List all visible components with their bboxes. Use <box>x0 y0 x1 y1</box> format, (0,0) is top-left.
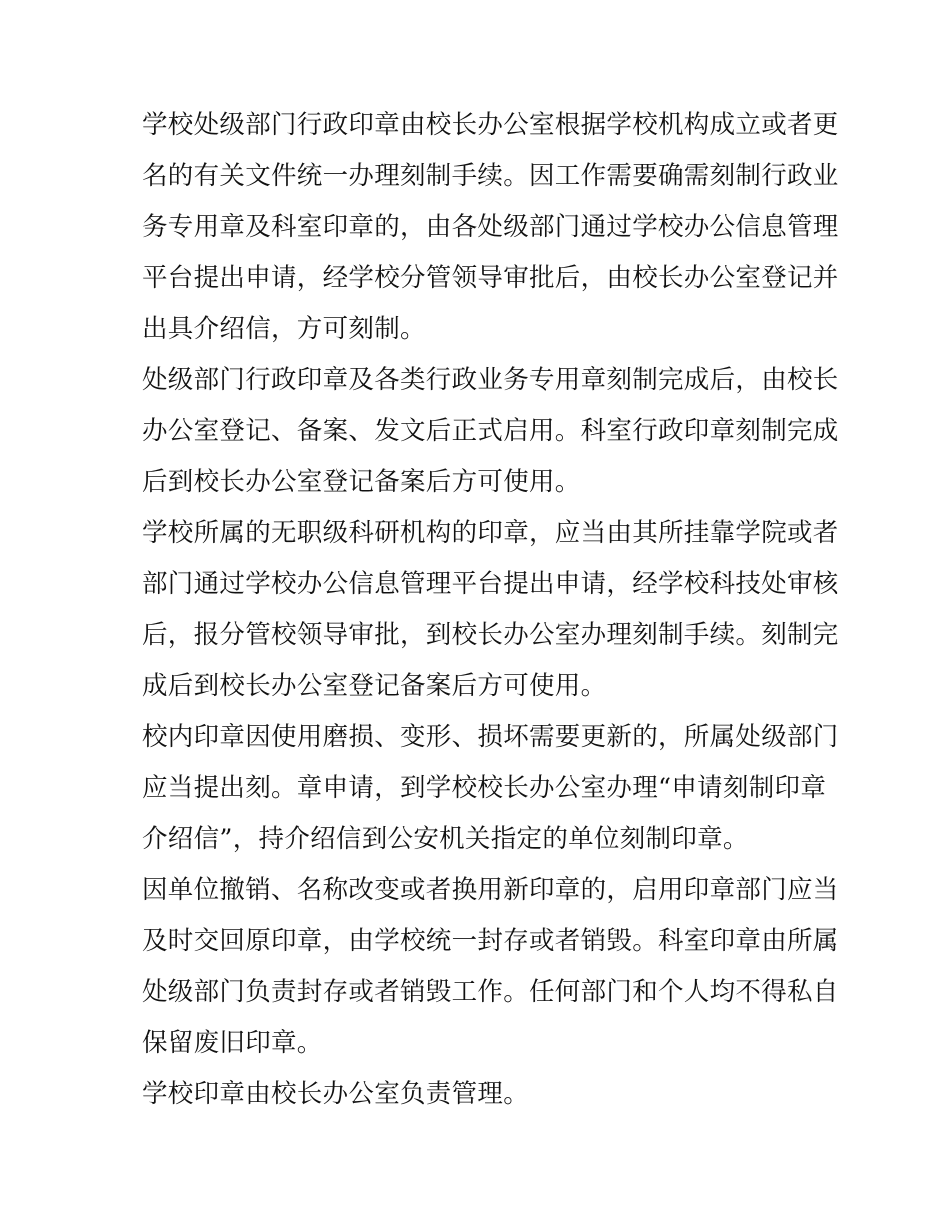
text-line: 成后到校长办公室登记备案后方可使用。 <box>142 671 607 701</box>
text-line: 处级部门负责封存或者销毁工作。任何部门和个人均不得私自 <box>142 977 839 1007</box>
text-line: 学校处级部门行政印章由校长办公室根据学校机构成立或者更 <box>142 110 839 140</box>
text-line: 务专用章及科室印章的，由各处级部门通过学校办公信息管理 <box>142 212 839 242</box>
paragraph-seal-disposal <box>142 865 839 1069</box>
document-body <box>142 100 839 1120</box>
paragraph-seal-management <box>142 1069 814 1120</box>
text-line: 介绍信”，持介绍信到公安机关指定的单位刻制印章。 <box>142 824 749 854</box>
text-line: 名的有关文件统一办理刻制手续。因工作需要确需刻制行政业 <box>142 161 839 191</box>
text-line: 后，报分管校领导审批，到校长办公室办理刻制手续。刻制完 <box>142 620 839 650</box>
text-line: 保留废旧印章。 <box>142 1028 323 1058</box>
text-line: 平台提出申请，经学校分管领导审批后，由校长办公室登记并 <box>142 263 839 293</box>
paragraph-seal-activation <box>142 355 839 508</box>
text-line: 办公室登记、备案、发文后正式启用。科室行政印章刻制完成 <box>142 416 839 446</box>
text-line: 因单位撤销、名称改变或者换用新印章的，启用印章部门应当 <box>142 875 839 905</box>
paragraph-research-institution-seals <box>142 508 839 712</box>
text-line: 后到校长办公室登记备案后方可使用。 <box>142 467 581 497</box>
text-line: 学校印章由校长办公室负责管理。 <box>142 1079 530 1109</box>
text-line: 学校所属的无职级科研机构的印章，应当由其所挂靠学院或者 <box>142 518 839 548</box>
paragraph-seal-replacement <box>142 712 839 865</box>
text-line: 处级部门行政印章及各类行政业务专用章刻制完成后，由校长 <box>142 365 839 395</box>
text-line: 校内印章因使用磨损、变形、损坏需要更新的，所属处级部门 <box>142 722 839 752</box>
text-line: 部门通过学校办公信息管理平台提出申请，经学校科技处审核 <box>142 569 839 599</box>
text-line: 应当提出刻。章申请，到学校校长办公室办理“申请刻制印章 <box>142 773 827 803</box>
paragraph-seal-engraving-application <box>142 100 839 355</box>
text-line: 及时交回原印章，由学校统一封存或者销毁。科室印章由所属 <box>142 926 839 956</box>
text-line: 出具介绍信，方可刻制。 <box>142 314 426 344</box>
